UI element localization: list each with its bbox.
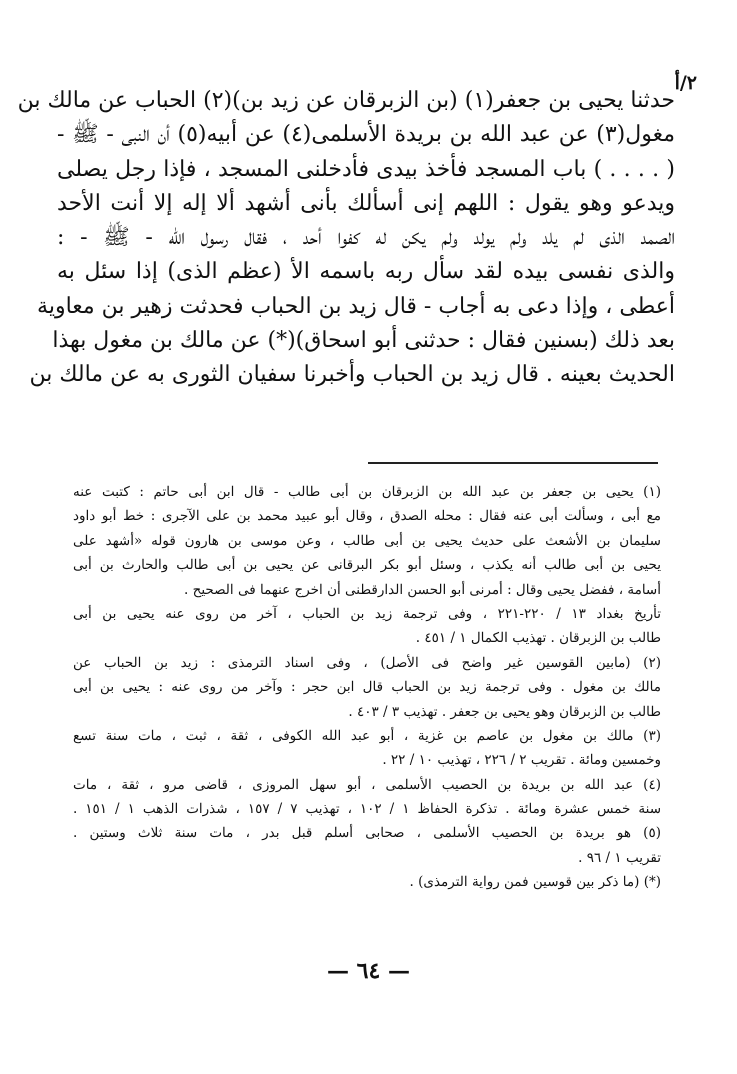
- main-text-line: أعطى ، وإذا دعى به أجاب - قال زيد بن الحباب فحدثت زهير بن معاوية: [37, 293, 675, 319]
- footnote-line: طالب بن الزبرقان . تهذيب الكمال ١ / ٤٥١ .: [415, 630, 661, 647]
- main-text-line: حدثنا يحيى بن جعفر(١) (بن الزبرقان عن زيد بن)(٢) الحباب عن مالك بن: [17, 88, 675, 113]
- footnote-line: يحيى بن أبى طالب أنه يكذب ، وسئل أبو بكر البرقانى عن يحيى بن أبى طالب والحارث بن أبى: [73, 557, 661, 574]
- main-text-line: مغول(٣) عن عبد الله بن بريدة الأسلمى(٤) عن أبيه(٥) أن النبى - ﷺ -: [57, 122, 675, 148]
- footnote-separator: [368, 462, 658, 464]
- footnote-line: (٥) هو بريدة بن الحصيب الأسلمى ، صحابى أسلم قبل بدر ، مات سنة ثلاث وستين .: [73, 825, 661, 842]
- footnote-line: (٢) (مابين القوسين غير واضح فى الأصل) ، وفى اسناد الترمذى : زيد بن الحباب عن: [73, 654, 661, 671]
- main-text-line: الصمد الذى لم يلد ولم يولد ولم يكن له كفوا أحد ، فقال رسول الله - ﷺ - :: [57, 225, 675, 251]
- main-text-line: بعد ذلك (بسنين فقال : حدثنى أبو اسحاق)(*) عن مالك بن مغول بهذا: [52, 328, 675, 354]
- footnotes-block: [73, 480, 661, 895]
- footnote-line: مع أبى ، وسألت أبى عنه فقال : محله الصدق ، وقال أبو عبيد محمد بن على الآجرى : خط أبو داود: [73, 508, 661, 525]
- manuscript-folio-reference: ٢/أ: [674, 72, 697, 94]
- footnote-line: سليمان بن الأشعث على حديث يحيى بن أبى طالب ، وعن موسى بن هارون قوله «أشهد على: [73, 532, 661, 549]
- page-number: — ٦٤ —: [327, 958, 410, 984]
- footnote-line: طالب بن الزبرقان وهو يحيى بن جعفر . تهذيب ٣ / ٤٠٣ .: [348, 703, 661, 720]
- footnote-line: أسامة ، ففضل يحيى وقال : أمرنى أبو الحسن الدارقطنى أن اخرج عنهما فى الصحيح .: [184, 581, 661, 598]
- main-text-line: والذى نفسى بيده لقد سأل ربه باسمه الأ (عظم الذى) إذا سئل به: [57, 259, 675, 285]
- footnote-line: تقريب ١ / ٩٦ .: [578, 849, 661, 866]
- footnote-line: (*) (ما ذكر بين قوسين فمن رواية الترمذى) .: [409, 874, 661, 891]
- main-text-line: ( . . . . ) باب المسجد فأخذ بيدى فأدخلنى المسجد ، فإذا رجل يصلى: [57, 156, 675, 182]
- main-text-block: [17, 84, 675, 393]
- footnote-line: (٣) مالك بن مغول بن عاصم بن غزية ، أبو عبد الله الكوفى ، ثقة ، ثبت ، مات سنة تسع: [73, 727, 661, 744]
- footnote-line: سنة خمس عشرة ومائة . تذكرة الحفاظ ١ / ١٠٢ ، تهذيب ٧ / ١٥٧ ، شذرات الذهب ١ / ١٥١ .: [73, 801, 662, 818]
- footnote-line: وخمسين ومائة . تقريب ٢ / ٢٢٦ ، تهذيب ١٠ / ٢٢ .: [382, 752, 661, 769]
- footnote-line: مالك بن مغول . وفى ترجمة زيد بن الحباب قال ابن حجر : وآخر من روى عنه : يحيى بن أبى: [73, 679, 661, 696]
- footnote-line: (١) يحيى بن جعفر بن عبد الله بن الزبرقان بن أبى طالب - قال ابن أبى حاتم : كتبت عنه: [73, 484, 661, 500]
- footnote-line: (٤) عبد الله بن بريدة بن الحصيب الأسلمى ، أبو سهل المروزى ، قاضى مرو ، ثقة ، مات: [73, 776, 661, 793]
- footnote-line: تأريخ بغداد ١٣ / ٢٢٠-٢٢١ ، وفى ترجمة زيد بن الحباب ، آخر من روى عنه يحيى بن أبى: [73, 605, 661, 622]
- main-text-line: ويدعو وهو يقول : اللهم إنى أسألك بأنى أشهد ألا إله إلا أنت الأحد: [57, 190, 675, 216]
- main-text-line: الحديث بعينه . قال زيد بن الحباب وأخبرنا سفيان الثورى به عن مالك بن: [29, 362, 675, 388]
